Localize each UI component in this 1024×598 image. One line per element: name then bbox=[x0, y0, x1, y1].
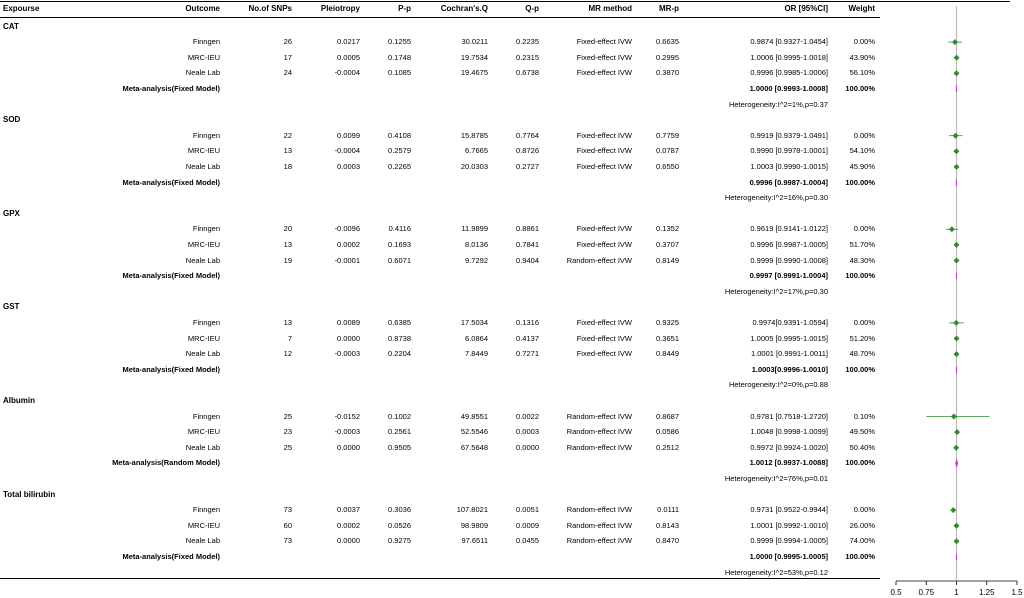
meta-weight-cell: 100.00% bbox=[845, 271, 875, 281]
mrp-cell: 0.1352 bbox=[656, 224, 679, 234]
meta-or-cell: 1.0012 [0.9937-1.0088] bbox=[749, 458, 828, 468]
summary-diamond bbox=[956, 460, 958, 466]
pleiotropy-cell: -0.0001 bbox=[334, 255, 360, 265]
pleiotropy-cell: -0.0096 bbox=[334, 224, 360, 234]
pleiotropy-cell: -0.0004 bbox=[334, 146, 360, 156]
mrp-cell: 0.2995 bbox=[656, 52, 679, 62]
or-point bbox=[954, 351, 960, 357]
cochran-cell: 107.8021 bbox=[456, 505, 488, 515]
outcome-cell: Finngen bbox=[192, 411, 220, 421]
nsnps-cell: 73 bbox=[283, 536, 292, 546]
nsnps-cell: 17 bbox=[283, 52, 292, 62]
pp-cell: 0.4108 bbox=[388, 130, 411, 140]
pleiotropy-cell: 0.0003 bbox=[337, 161, 360, 171]
weight-cell: 56.10% bbox=[849, 68, 875, 78]
cochran-cell: 15.8785 bbox=[460, 130, 488, 140]
weight-cell: 74.00% bbox=[849, 536, 875, 546]
or-point bbox=[953, 242, 959, 248]
meta-label: Meta-analysis(Random Model) bbox=[112, 458, 220, 468]
cochran-cell: 97.6511 bbox=[461, 536, 488, 546]
meta-weight-cell: 100.00% bbox=[845, 83, 875, 93]
mrp-cell: 0.0787 bbox=[656, 146, 679, 156]
meta-label: Meta-analysis(Fixed Model) bbox=[122, 83, 220, 93]
qp-cell: 0.0009 bbox=[516, 520, 539, 530]
outcome-cell: Neale Lab bbox=[185, 349, 220, 359]
qp-cell: 0.0003 bbox=[516, 427, 539, 437]
or-point bbox=[954, 523, 960, 529]
nsnps-cell: 60 bbox=[283, 520, 292, 530]
group-label: GST bbox=[3, 302, 20, 312]
method-cell: Random-effect IVW bbox=[566, 505, 632, 515]
pp-cell: 0.9505 bbox=[388, 442, 411, 452]
meta-or-cell: 0.9996 [0.9987-1.0004] bbox=[749, 177, 828, 187]
outcome-cell: Neale Lab bbox=[185, 255, 220, 265]
or-cell: 0.9619 [0.9141-1.0122] bbox=[750, 224, 828, 234]
qp-cell: 0.8726 bbox=[516, 146, 539, 156]
cochran-cell: 9.7292 bbox=[465, 255, 488, 265]
header-weight: Weight bbox=[848, 4, 875, 13]
or-point bbox=[953, 148, 959, 154]
meta-or-cell: 1.0003[0.9996-1.0010] bbox=[751, 364, 828, 374]
cochran-cell: 98.9809 bbox=[460, 520, 488, 530]
method-cell: Fixed-effect IVW bbox=[576, 52, 632, 62]
outcome-cell: Neale Lab bbox=[185, 68, 220, 78]
or-cell: 0.9974[0.9391-1.0594] bbox=[752, 317, 828, 327]
nsnps-cell: 73 bbox=[283, 505, 292, 515]
or-cell: 0.9972 [0.9924-1.0020] bbox=[750, 442, 828, 452]
x-tick-label: 1.5 bbox=[1011, 588, 1023, 597]
qp-cell: 0.8861 bbox=[516, 224, 539, 234]
group-label: CAT bbox=[3, 21, 19, 31]
group-label: SOD bbox=[3, 115, 21, 125]
heterogeneity-text: Heterogeneity:I^2=53%,p=0.12 bbox=[724, 567, 828, 577]
mrp-cell: 0.8143 bbox=[656, 520, 679, 530]
nsnps-cell: 13 bbox=[283, 317, 292, 327]
cochran-cell: 30.0211 bbox=[461, 37, 488, 47]
nsnps-cell: 13 bbox=[283, 239, 292, 249]
pleiotropy-cell: 0.0002 bbox=[337, 239, 360, 249]
qp-cell: 0.9404 bbox=[516, 255, 539, 265]
pp-cell: 0.2204 bbox=[388, 349, 411, 359]
qp-cell: 0.4137 bbox=[516, 333, 539, 343]
mrp-cell: 0.6550 bbox=[656, 161, 679, 171]
group-label: Total bilirubin bbox=[3, 489, 56, 499]
outcome-cell: MRC-IEU bbox=[187, 427, 220, 437]
or-cell: 0.9731 [0.9522-0.9944] bbox=[750, 505, 828, 515]
cochran-cell: 6.7665 bbox=[465, 146, 488, 156]
header-exposure: Expourse bbox=[3, 4, 40, 13]
or-point bbox=[953, 320, 959, 326]
header-qp: Q-p bbox=[525, 4, 539, 13]
or-cell: 1.0048 [0.9998-1.0099] bbox=[750, 427, 828, 437]
nsnps-cell: 12 bbox=[283, 349, 292, 359]
mrp-cell: 0.8687 bbox=[656, 411, 679, 421]
cochran-cell: 8.0136 bbox=[465, 239, 488, 249]
outcome-cell: Finngen bbox=[192, 37, 220, 47]
method-cell: Random-effect IVW bbox=[566, 427, 632, 437]
nsnps-cell: 13 bbox=[283, 146, 292, 156]
or-point bbox=[954, 164, 960, 170]
mrp-cell: 0.3651 bbox=[656, 333, 679, 343]
weight-cell: 0.10% bbox=[853, 411, 875, 421]
or-point bbox=[950, 507, 956, 513]
pleiotropy-cell: 0.0000 bbox=[337, 333, 360, 343]
method-cell: Random-effect IVW bbox=[566, 520, 632, 530]
group-label: Albumin bbox=[3, 395, 35, 405]
cochran-cell: 52.5546 bbox=[460, 427, 488, 437]
qp-cell: 0.7271 bbox=[516, 349, 539, 359]
method-cell: Fixed-effect IVW bbox=[576, 224, 632, 234]
meta-label: Meta-analysis(Fixed Model) bbox=[122, 177, 220, 187]
qp-cell: 0.0022 bbox=[516, 411, 539, 421]
cochran-cell: 7.8449 bbox=[465, 349, 488, 359]
qp-cell: 0.2727 bbox=[516, 161, 539, 171]
meta-or-cell: 1.0000 [0.9995-1.0005] bbox=[749, 551, 828, 561]
meta-or-cell: 0.9997 [0.9991-1.0004] bbox=[749, 271, 828, 281]
pp-cell: 0.3036 bbox=[388, 505, 411, 515]
meta-weight-cell: 100.00% bbox=[845, 177, 875, 187]
or-cell: 0.9781 [0.7518-1.2720] bbox=[750, 411, 828, 421]
pp-cell: 0.1085 bbox=[388, 68, 411, 78]
method-cell: Fixed-effect IVW bbox=[576, 161, 632, 171]
x-tick-label: 1.25 bbox=[978, 588, 995, 597]
x-tick-label: 0.5 bbox=[890, 588, 902, 597]
weight-cell: 48.70% bbox=[849, 349, 875, 359]
weight-cell: 45.90% bbox=[849, 161, 875, 171]
method-cell: Random-effect IVW bbox=[566, 536, 632, 546]
or-point bbox=[953, 538, 959, 544]
x-tick-label: 0.75 bbox=[918, 588, 935, 597]
pp-cell: 0.2265 bbox=[388, 161, 411, 171]
meta-label: Meta-analysis(Fixed Model) bbox=[122, 364, 220, 374]
or-cell: 1.0005 [0.9995-1.0015] bbox=[750, 333, 828, 343]
method-cell: Random-effect IVW bbox=[566, 442, 632, 452]
header-pleiotropy: Pleiotropy bbox=[320, 4, 360, 13]
outcome-cell: MRC-IEU bbox=[187, 146, 220, 156]
pp-cell: 0.2561 bbox=[388, 427, 411, 437]
pleiotropy-cell: -0.0004 bbox=[334, 68, 360, 78]
method-cell: Random-effect IVW bbox=[566, 411, 632, 421]
outcome-cell: Finngen bbox=[192, 130, 220, 140]
group-label: GPX bbox=[3, 208, 20, 218]
or-point bbox=[953, 133, 959, 139]
cochran-cell: 11.9899 bbox=[461, 224, 488, 234]
nsnps-cell: 24 bbox=[283, 68, 292, 78]
or-point bbox=[953, 70, 959, 76]
or-cell: 0.9999 [0.9994-1.0005] bbox=[750, 536, 828, 546]
weight-cell: 51.70% bbox=[849, 239, 875, 249]
or-cell: 0.9919 [0.9379-1.0491] bbox=[750, 130, 828, 140]
outcome-cell: Finngen bbox=[192, 224, 220, 234]
qp-cell: 0.6738 bbox=[516, 68, 539, 78]
qp-cell: 0.0455 bbox=[516, 536, 539, 546]
pp-cell: 0.6071 bbox=[388, 255, 411, 265]
heterogeneity-text: Heterogeneity:I^2=16%,p=0.30 bbox=[724, 193, 828, 203]
pp-cell: 0.4116 bbox=[388, 224, 411, 234]
pp-cell: 0.0526 bbox=[388, 520, 411, 530]
outcome-cell: Neale Lab bbox=[185, 536, 220, 546]
pp-cell: 0.8738 bbox=[388, 333, 411, 343]
meta-label: Meta-analysis(Fixed Model) bbox=[122, 271, 220, 281]
cochran-cell: 6.0864 bbox=[465, 333, 488, 343]
outcome-cell: Finngen bbox=[192, 505, 220, 515]
heterogeneity-text: Heterogeneity:I^2=76%,p=0.01 bbox=[724, 473, 828, 483]
weight-cell: 49.50% bbox=[849, 427, 875, 437]
weight-cell: 0.00% bbox=[853, 317, 875, 327]
or-point bbox=[953, 258, 959, 264]
weight-cell: 51.20% bbox=[849, 333, 875, 343]
cochran-cell: 67.5648 bbox=[460, 442, 488, 452]
outcome-cell: Finngen bbox=[192, 317, 220, 327]
qp-cell: 0.7764 bbox=[516, 130, 539, 140]
meta-weight-cell: 100.00% bbox=[845, 551, 875, 561]
header-nsnps: No.of SNPs bbox=[248, 4, 292, 13]
pleiotropy-cell: 0.0000 bbox=[337, 536, 360, 546]
header-cochran: Cochran's.Q bbox=[440, 4, 488, 13]
or-cell: 0.9996 [0.9985-1.0006] bbox=[750, 68, 828, 78]
pleiotropy-cell: -0.0003 bbox=[334, 349, 360, 359]
meta-weight-cell: 100.00% bbox=[845, 458, 875, 468]
pleiotropy-cell: 0.0005 bbox=[337, 52, 360, 62]
mrp-cell: 0.7759 bbox=[656, 130, 679, 140]
header-outcome: Outcome bbox=[185, 4, 220, 13]
nsnps-cell: 20 bbox=[283, 224, 292, 234]
heterogeneity-text: Heterogeneity:I^2=0%,p=0.88 bbox=[728, 380, 828, 390]
nsnps-cell: 7 bbox=[287, 333, 292, 343]
pleiotropy-cell: -0.0003 bbox=[334, 427, 360, 437]
weight-cell: 43.90% bbox=[849, 52, 875, 62]
x-tick-label: 1 bbox=[954, 588, 959, 597]
weight-cell: 48.30% bbox=[849, 255, 875, 265]
mrp-cell: 0.0586 bbox=[656, 427, 679, 437]
pp-cell: 0.1693 bbox=[388, 239, 411, 249]
header-mrp: MR-p bbox=[659, 4, 679, 13]
or-cell: 0.9996 [0.9987-1.0005] bbox=[750, 239, 828, 249]
method-cell: Random-effect IVW bbox=[566, 255, 632, 265]
pleiotropy-cell: 0.0217 bbox=[337, 37, 360, 47]
or-cell: 0.9990 [0.9978-1.0001] bbox=[750, 146, 828, 156]
weight-cell: 26.00% bbox=[849, 520, 875, 530]
nsnps-cell: 25 bbox=[283, 411, 292, 421]
pp-cell: 0.1002 bbox=[388, 411, 411, 421]
weight-cell: 0.00% bbox=[853, 37, 875, 47]
pp-cell: 0.9275 bbox=[388, 536, 411, 546]
or-point bbox=[954, 429, 960, 435]
mrp-cell: 0.6635 bbox=[656, 37, 679, 47]
outcome-cell: Neale Lab bbox=[185, 161, 220, 171]
method-cell: Fixed-effect IVW bbox=[576, 239, 632, 249]
or-point bbox=[953, 445, 959, 451]
outcome-cell: MRC-IEU bbox=[187, 333, 220, 343]
or-point bbox=[954, 336, 960, 342]
outcome-cell: MRC-IEU bbox=[187, 52, 220, 62]
meta-label: Meta-analysis(Fixed Model) bbox=[122, 551, 220, 561]
qp-cell: 0.0000 bbox=[516, 442, 539, 452]
pp-cell: 0.1748 bbox=[388, 52, 411, 62]
pleiotropy-cell: 0.0089 bbox=[337, 317, 360, 327]
weight-cell: 0.00% bbox=[853, 505, 875, 515]
mrp-cell: 0.3707 bbox=[656, 239, 679, 249]
mrp-cell: 0.9325 bbox=[656, 317, 679, 327]
or-point bbox=[949, 226, 955, 232]
or-point bbox=[954, 55, 960, 61]
header-method: MR method bbox=[588, 4, 632, 13]
heterogeneity-text: Heterogeneity:I^2=17%,p=0.30 bbox=[724, 286, 828, 296]
method-cell: Fixed-effect IVW bbox=[576, 146, 632, 156]
mrp-cell: 0.2512 bbox=[656, 442, 679, 452]
pleiotropy-cell: -0.0152 bbox=[334, 411, 360, 421]
cochran-cell: 19.7534 bbox=[460, 52, 488, 62]
or-cell: 1.0006 [0.9995-1.0018] bbox=[750, 52, 828, 62]
nsnps-cell: 18 bbox=[283, 161, 292, 171]
meta-or-cell: 1.0000 [0.9993-1.0008] bbox=[749, 83, 828, 93]
or-cell: 1.0001 [0.9992-1.0010] bbox=[750, 520, 828, 530]
mrp-cell: 0.8470 bbox=[656, 536, 679, 546]
weight-cell: 0.00% bbox=[853, 130, 875, 140]
or-cell: 1.0003 [0.9990-1.0015] bbox=[750, 161, 828, 171]
qp-cell: 0.2315 bbox=[516, 52, 539, 62]
mrp-cell: 0.8149 bbox=[656, 255, 679, 265]
outcome-cell: MRC-IEU bbox=[187, 239, 220, 249]
nsnps-cell: 23 bbox=[283, 427, 292, 437]
pleiotropy-cell: 0.0037 bbox=[337, 505, 360, 515]
weight-cell: 0.00% bbox=[853, 224, 875, 234]
cochran-cell: 17.5034 bbox=[460, 317, 488, 327]
nsnps-cell: 19 bbox=[283, 255, 292, 265]
method-cell: Fixed-effect IVW bbox=[576, 68, 632, 78]
header-pp: P-p bbox=[398, 4, 411, 13]
or-cell: 0.9874 [0.9327-1.0454] bbox=[750, 37, 828, 47]
outcome-cell: MRC-IEU bbox=[187, 520, 220, 530]
pp-cell: 0.1255 bbox=[388, 37, 411, 47]
mrp-cell: 0.8449 bbox=[656, 349, 679, 359]
pleiotropy-cell: 0.0002 bbox=[337, 520, 360, 530]
meta-weight-cell: 100.00% bbox=[845, 364, 875, 374]
method-cell: Fixed-effect IVW bbox=[576, 317, 632, 327]
pp-cell: 0.6385 bbox=[388, 317, 411, 327]
method-cell: Fixed-effect IVW bbox=[576, 349, 632, 359]
weight-cell: 50.40% bbox=[849, 442, 875, 452]
header-or: OR [95%CI] bbox=[784, 4, 828, 13]
cochran-cell: 49.8551 bbox=[460, 411, 488, 421]
qp-cell: 0.7841 bbox=[516, 239, 539, 249]
mrp-cell: 0.0111 bbox=[657, 505, 679, 515]
qp-cell: 0.2235 bbox=[516, 37, 539, 47]
weight-cell: 54.10% bbox=[849, 146, 875, 156]
outcome-cell: Neale Lab bbox=[185, 442, 220, 452]
nsnps-cell: 26 bbox=[283, 37, 292, 47]
qp-cell: 0.0051 bbox=[516, 505, 539, 515]
mrp-cell: 0.3870 bbox=[656, 68, 679, 78]
nsnps-cell: 22 bbox=[283, 130, 292, 140]
method-cell: Fixed-effect IVW bbox=[576, 130, 632, 140]
method-cell: Fixed-effect IVW bbox=[576, 37, 632, 47]
or-cell: 1.0001 [0.9991-1.0011] bbox=[750, 349, 828, 359]
heterogeneity-text: Heterogeneity:I^2=1%,p=0.37 bbox=[728, 99, 828, 109]
qp-cell: 0.1316 bbox=[516, 317, 539, 327]
or-cell: 0.9999 [0.9990-1.0008] bbox=[750, 255, 828, 265]
method-cell: Fixed-effect IVW bbox=[576, 333, 632, 343]
pp-cell: 0.2579 bbox=[388, 146, 411, 156]
cochran-cell: 19.4675 bbox=[460, 68, 488, 78]
nsnps-cell: 25 bbox=[283, 442, 292, 452]
pleiotropy-cell: 0.0000 bbox=[337, 442, 360, 452]
pleiotropy-cell: 0.0099 bbox=[337, 130, 360, 140]
cochran-cell: 20.0303 bbox=[460, 161, 488, 171]
